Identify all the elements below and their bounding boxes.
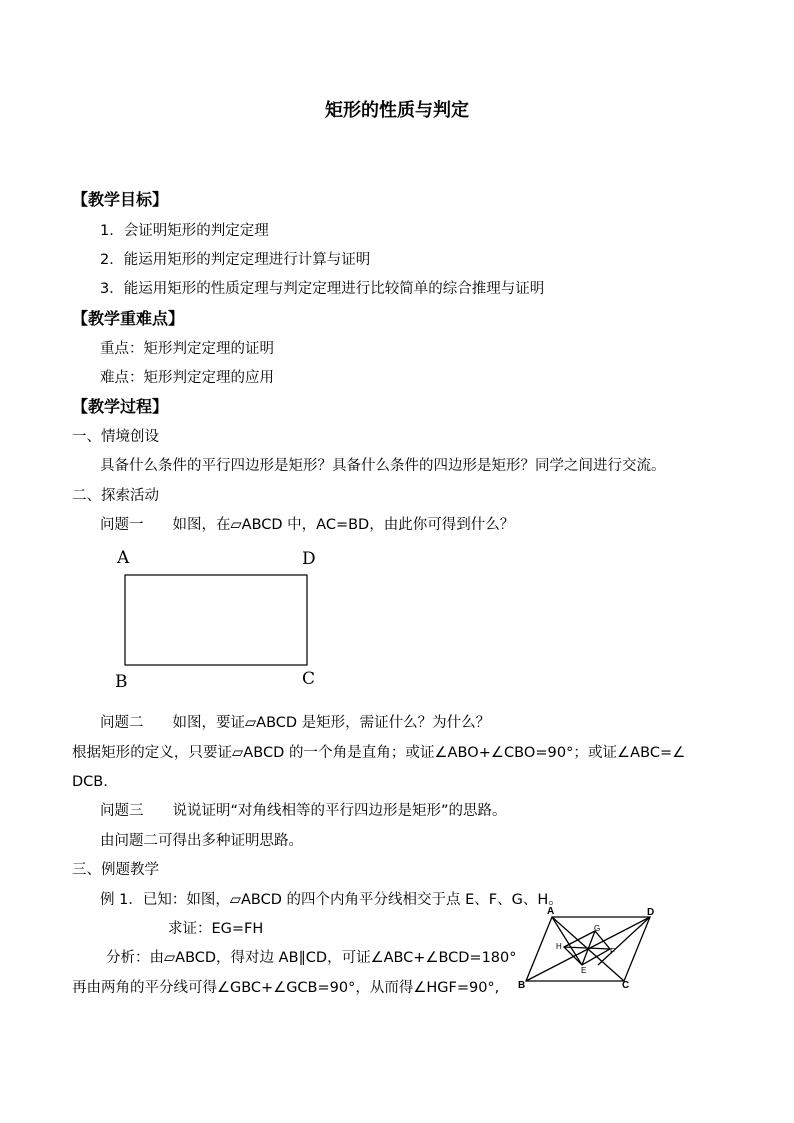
example-1-given: 例 1．已知：如图，▱ABCD 的四个内角平分线相交于点 E、F、G、H。 [100, 892, 563, 908]
difficulty-text: 难点：矩形判定定理的应用 [100, 370, 274, 386]
goal-item: 2．能运用矩形的判定定理进行计算与证明 [100, 252, 371, 268]
figure2-label-g: G [594, 924, 601, 933]
figure2-label-c: C [622, 980, 630, 991]
figure1-label-a: A [117, 548, 130, 568]
question-2-answer: 根据矩形的定义，只要证▱ABCD 的一个角是直角；或证∠ABO+∠CBO=90°；或证∠ABC=∠ [72, 745, 686, 761]
figure2-label-e: E [581, 966, 587, 975]
part1-text: 具备什么条件的平行四边形是矩形？具备什么条件的四边形是矩形？同学之间进行交流。 [100, 458, 666, 474]
section-heading-process: 【教学过程】 [72, 397, 169, 416]
rectangle-figure [110, 560, 330, 680]
figure2-label-d: D [647, 907, 655, 918]
question-3-answer: 由问题二可得出多种证明思路。 [100, 833, 303, 849]
parallelogram-figure [520, 905, 670, 995]
question-2: 问题二 如图，要证▱ABCD 是矩形，需证什么？为什么？ [100, 715, 491, 731]
bisector-line [552, 917, 582, 965]
question-2-answer-cont: DCB. [72, 774, 108, 790]
goal-item: 3．能运用矩形的性质定理与判定定理进行比较简单的综合推理与证明 [100, 281, 545, 297]
figure2-label-h: H [556, 942, 562, 951]
page-title: 矩形的性质与判定 [325, 100, 469, 121]
example-1-analysis: 分析：由▱ABCD，得对边 AB∥CD，可证∠ABC+∠BCD=180° [106, 950, 517, 966]
goal-item: 1．会证明矩形的判定定理 [100, 223, 269, 239]
section-heading-goals: 【教学目标】 [72, 190, 169, 209]
example-1-analysis-cont: 再由两角的平分线可得∠GBC+∠GCB=90°，从而得∠HGF=90°, [72, 980, 500, 996]
part3-title: 三、例题教学 [72, 862, 159, 878]
part1-title: 一、情境创设 [72, 429, 159, 445]
figure1-label-d: D [302, 549, 316, 569]
question-1: 问题一 如图，在▱ABCD 中，AC=BD，由此你可得到什么？ [100, 517, 515, 533]
bisector-line [598, 917, 650, 965]
example-1-prove: 求证：EG=FH [168, 921, 264, 937]
figure2-label-b: B [518, 980, 526, 991]
figure2-label-a: A [547, 906, 555, 917]
part2-title: 二、探索活动 [72, 488, 159, 504]
section-heading-key-points: 【教学重难点】 [72, 309, 185, 328]
figure1-label-b: B [115, 672, 128, 692]
question-3: 问题三 说说证明“对角线相等的平行四边形是矩形”的思路。 [100, 803, 507, 819]
figure2-label-f: F [610, 947, 615, 956]
rectangle-shape [125, 575, 307, 665]
figure1-label-c: C [302, 669, 316, 689]
focus-text: 重点：矩形判定定理的证明 [100, 341, 274, 357]
